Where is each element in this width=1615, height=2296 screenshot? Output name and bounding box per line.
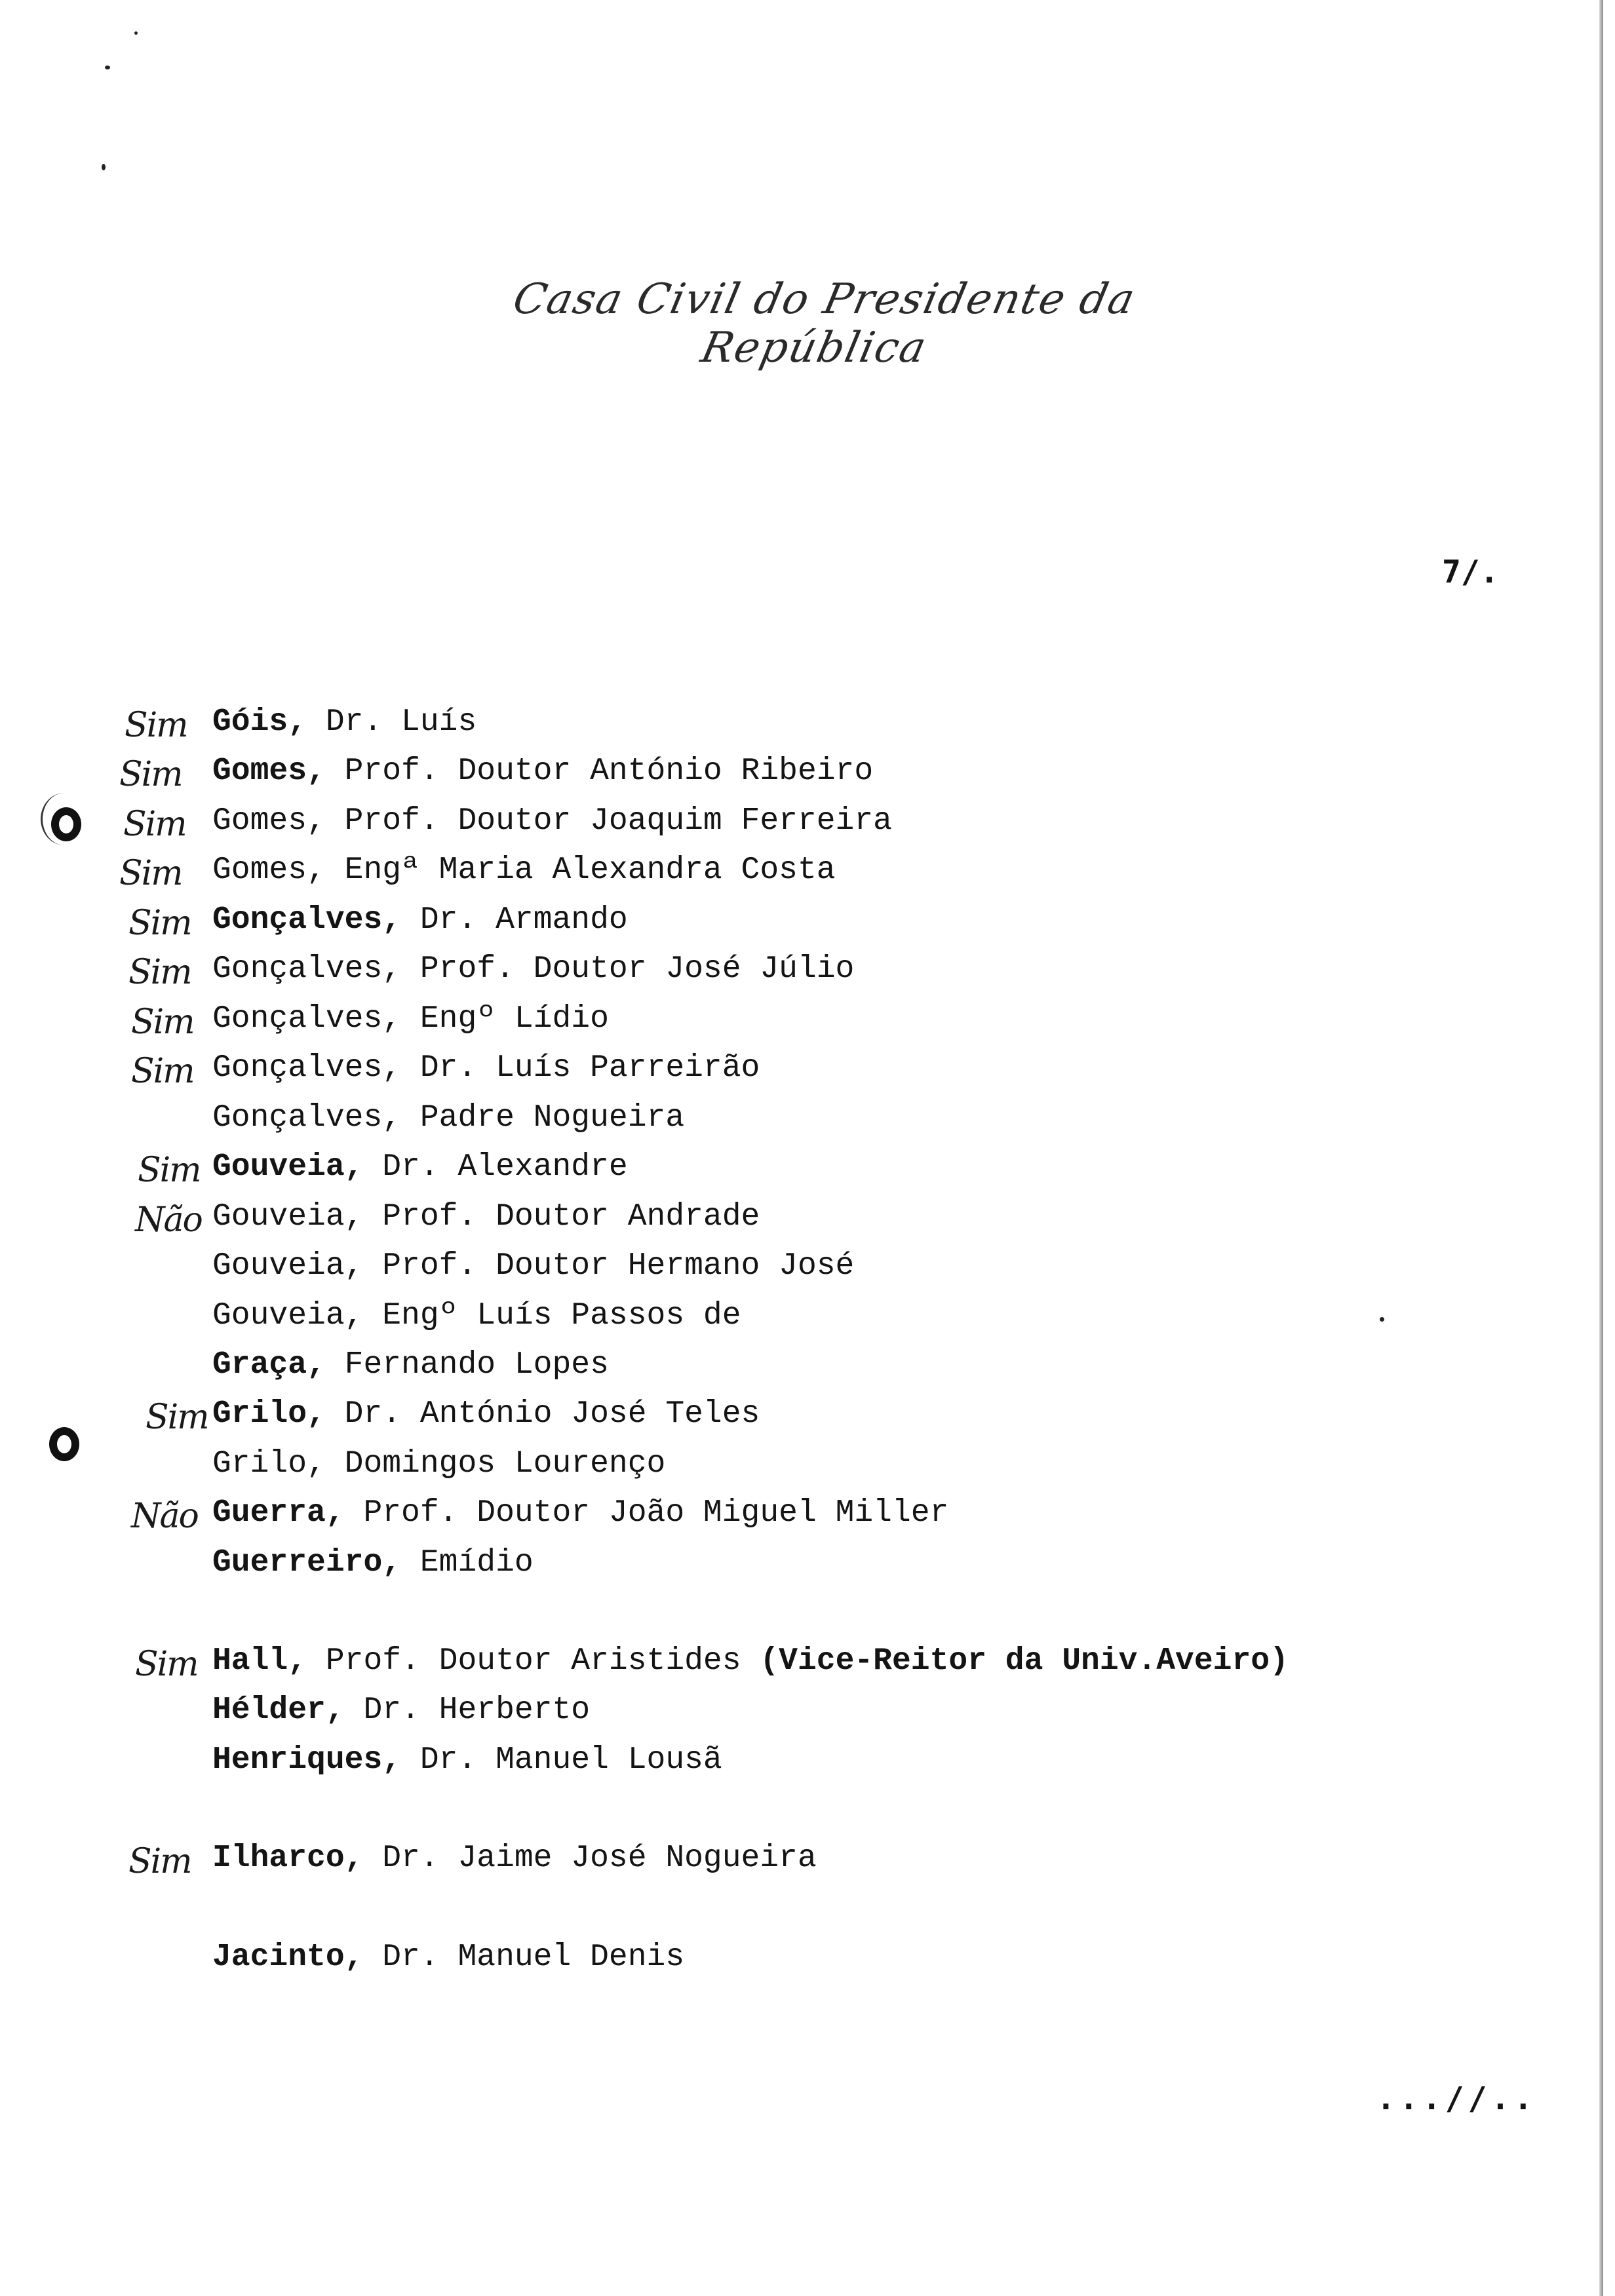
entry-given-names: Engº Luís Passos de — [363, 1298, 741, 1333]
entry-text — [212, 1149, 628, 1185]
entry-given-names: Domingos Lourenço — [325, 1446, 666, 1482]
handwritten-mark: Sim — [131, 1052, 194, 1091]
entry-given-names: Prof. Doutor João Miguel Miller — [344, 1495, 949, 1531]
handwritten-mark: Sim — [138, 1151, 201, 1190]
letterhead: Casa Civil do Presidente da República — [509, 275, 1140, 372]
list-item — [0, 1248, 1508, 1288]
entry-text — [212, 902, 628, 938]
entry-surname: Gouveia, — [212, 1248, 364, 1284]
entry-surname: Gomes, — [212, 754, 326, 789]
entry-surname: Gomes, — [212, 803, 326, 839]
handwritten-mark: Sim — [123, 805, 186, 844]
entry-surname: Gouveia, — [212, 1298, 364, 1333]
entry-given-names: Engº Lídio — [401, 1001, 609, 1037]
entry-surname: Grilo, — [212, 1446, 326, 1482]
entry-text — [212, 754, 873, 789]
entry-text — [212, 1545, 534, 1580]
entry-given-names: Prof. Doutor Andrade — [363, 1199, 760, 1234]
entry-text — [212, 1100, 684, 1136]
entry-text — [212, 1693, 590, 1728]
entry-surname: Gonçalves, — [212, 902, 402, 938]
entry-surname: Gonçalves, — [212, 951, 402, 987]
handwritten-mark: Sim — [128, 904, 191, 943]
entry-surname: Ilharco, — [212, 1841, 364, 1876]
list-item — [0, 1940, 1508, 1979]
entry-surname: Graça, — [212, 1347, 326, 1383]
list-item — [0, 1050, 1508, 1090]
entry-note: (Vice-Reitor da Univ.Aveiro) — [760, 1643, 1289, 1679]
handwritten-mark: Sim — [125, 706, 187, 745]
entry-given-names: Dr. Manuel Denis — [363, 1940, 685, 1975]
entry-given-names: Engª Maria Alexandra Costa — [325, 852, 836, 888]
list-item — [0, 1841, 1508, 1880]
entry-given-names: Prof. Doutor Hermano José — [363, 1248, 855, 1284]
entry-text — [212, 1298, 741, 1333]
list-item — [0, 852, 1508, 892]
handwritten-mark: Sim — [131, 1003, 194, 1042]
handwritten-mark: Sim — [128, 1842, 191, 1881]
entry-text — [212, 1347, 609, 1383]
entry-surname: Jacinto, — [212, 1940, 364, 1975]
entry-surname: Gouveia, — [212, 1149, 364, 1185]
entry-given-names: Prof. Doutor Joaquim Ferreira — [325, 803, 892, 839]
entry-text — [212, 1001, 609, 1037]
entry-given-names: Prof. Doutor José Júlio — [401, 951, 855, 987]
entry-text — [212, 1396, 760, 1432]
entry-given-names: Dr. Herberto — [344, 1693, 591, 1728]
entry-given-names: Fernando Lopes — [325, 1347, 609, 1383]
list-item — [0, 1298, 1508, 1337]
entry-given-names: Dr. Manuel Lousã — [401, 1742, 722, 1778]
entry-given-names: Dr. Luís Parreirão — [401, 1050, 760, 1086]
entry-given-names: Dr. António José Teles — [325, 1396, 760, 1432]
list-item — [0, 1446, 1508, 1485]
list-item — [0, 1347, 1508, 1387]
entry-surname: Gonçalves, — [212, 1100, 402, 1136]
list-item — [0, 1545, 1508, 1584]
list-item — [0, 1693, 1508, 1732]
entry-surname: Henriques, — [212, 1742, 402, 1778]
continuation-marker: ...//.. — [1376, 2080, 1537, 2117]
page-number: 7/. — [1442, 554, 1499, 590]
entry-text — [212, 951, 854, 987]
list-item — [0, 704, 1508, 744]
entry-given-names: Dr. Armando — [401, 902, 628, 938]
entry-surname: Gouveia, — [212, 1199, 364, 1234]
list-item — [0, 754, 1508, 793]
entry-text — [212, 1050, 760, 1086]
entry-text — [212, 1446, 665, 1482]
entry-given-names: Dr. Alexandre — [363, 1149, 628, 1185]
entry-given-names: Prof. Doutor António Ribeiro — [325, 754, 874, 789]
entry-text — [212, 1248, 854, 1284]
entry-text — [212, 1495, 948, 1531]
handwritten-mark: Sim — [135, 1645, 198, 1684]
entry-surname: Hélder, — [212, 1693, 345, 1728]
list-item — [0, 1149, 1508, 1189]
entry-surname: Hall, — [212, 1643, 307, 1679]
list-item — [0, 1495, 1508, 1535]
entry-given-names: Padre Nogueira — [401, 1100, 685, 1136]
list-item — [0, 902, 1508, 942]
handwritten-mark: Não — [135, 1200, 202, 1240]
entry-surname: Gonçalves, — [212, 1050, 402, 1086]
entry-given-names: Dr. Luís — [307, 704, 477, 740]
handwritten-mark: Sim — [128, 953, 191, 992]
entry-surname: Gomes, — [212, 852, 326, 888]
entry-text — [212, 1643, 1289, 1679]
entry-text — [212, 1742, 722, 1778]
handwritten-mark: Sim — [146, 1398, 208, 1437]
list-item — [0, 1100, 1508, 1139]
handwritten-mark: Não — [131, 1497, 198, 1536]
entry-text — [212, 803, 892, 839]
list-item — [0, 951, 1508, 991]
entry-surname: Guerra, — [212, 1495, 345, 1531]
entry-given-names: Prof. Doutor Aristides — [307, 1643, 760, 1679]
handwritten-mark: Sim — [119, 854, 182, 893]
entry-surname: Gonçalves, — [212, 1001, 402, 1037]
entry-surname: Guerreiro, — [212, 1545, 402, 1580]
entry-surname: Góis, — [212, 704, 307, 740]
entry-given-names: Dr. Jaime José Nogueira — [363, 1841, 817, 1876]
entry-text — [212, 852, 836, 888]
list-item — [0, 1001, 1508, 1041]
entry-text — [212, 704, 477, 740]
handwritten-mark: Sim — [119, 755, 182, 794]
entry-text — [212, 1940, 684, 1975]
entry-given-names: Emídio — [401, 1545, 534, 1580]
entry-text — [212, 1841, 817, 1876]
list-item — [0, 1199, 1508, 1238]
entry-text — [212, 1199, 760, 1234]
entry-surname: Grilo, — [212, 1396, 326, 1432]
list-item — [0, 1742, 1508, 1782]
list-item — [0, 1396, 1508, 1436]
list-item — [0, 1643, 1508, 1683]
list-item — [0, 803, 1508, 843]
